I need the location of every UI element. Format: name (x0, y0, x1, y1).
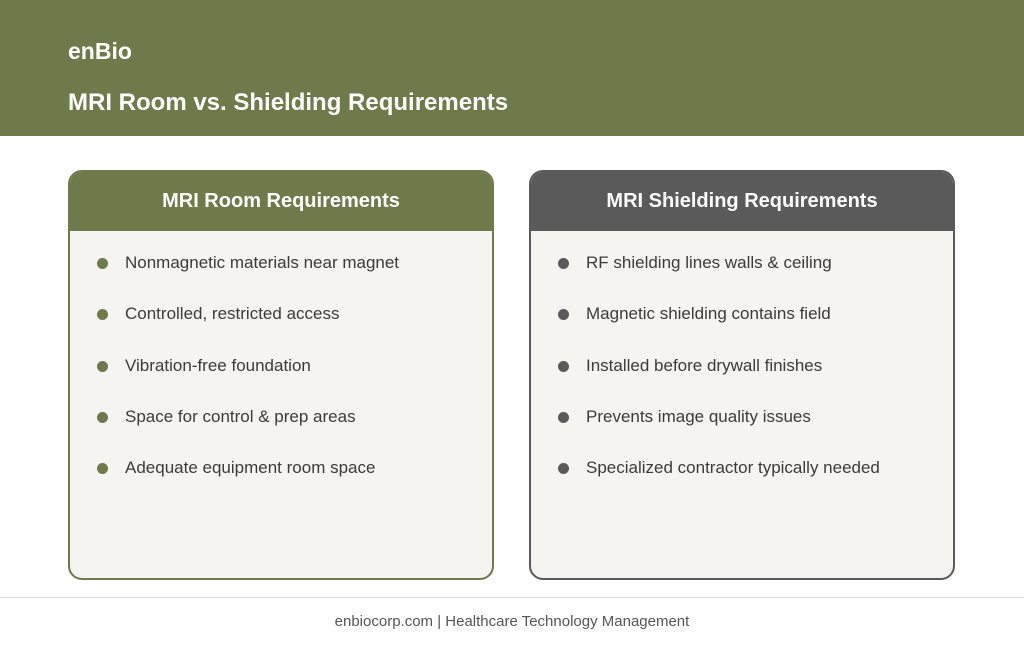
list-item (531, 304, 953, 355)
list-item (70, 356, 492, 407)
list-item-text: Space for control & prep areas (125, 406, 356, 426)
footer-text: enbiocorp.com | Healthcare Technology Management (334, 613, 690, 630)
bullet-icon (558, 463, 569, 474)
list-item-text: Magnetic shielding contains field (586, 304, 831, 324)
footer-divider (0, 597, 1024, 598)
bullet-icon (97, 361, 108, 372)
shielding-requirements-list (531, 231, 953, 509)
list-item (70, 407, 492, 458)
brand-name: enBio (68, 38, 132, 64)
bullet-icon (97, 412, 108, 423)
list-item-text: Specialized contractor typically needed (586, 458, 880, 478)
list-item (70, 304, 492, 355)
list-item-text: Vibration-free foundation (125, 355, 311, 375)
shielding-requirements-heading: MRI Shielding Requirements (531, 172, 953, 231)
list-item-text: Installed before drywall finishes (586, 355, 823, 375)
room-requirements-heading: MRI Room Requirements (70, 172, 492, 231)
list-item-text: Nonmagnetic materials near magnet (125, 253, 400, 272)
bullet-icon (558, 412, 569, 423)
bullet-icon (558, 258, 569, 269)
room-requirements-card (68, 170, 494, 580)
list-item-text: Adequate equipment room space (125, 458, 376, 478)
bullet-icon (558, 309, 569, 320)
shielding-requirements-card (529, 170, 955, 580)
list-item (531, 253, 953, 304)
list-item (531, 458, 953, 509)
page-title: MRI Room vs. Shielding Requirements (68, 89, 509, 116)
list-item (531, 356, 953, 407)
header-banner (0, 0, 1024, 136)
bullet-icon (558, 361, 569, 372)
list-item (70, 253, 492, 304)
list-item (531, 407, 953, 458)
list-item-text: Controlled, restricted access (125, 304, 340, 324)
bullet-icon (97, 258, 108, 269)
list-item-text: Prevents image quality issues (586, 406, 811, 426)
bullet-icon (97, 463, 108, 474)
list-item (70, 458, 492, 509)
bullet-icon (97, 309, 108, 320)
room-requirements-list (70, 231, 492, 509)
list-item-text: RF shielding lines walls & ceiling (586, 253, 832, 272)
